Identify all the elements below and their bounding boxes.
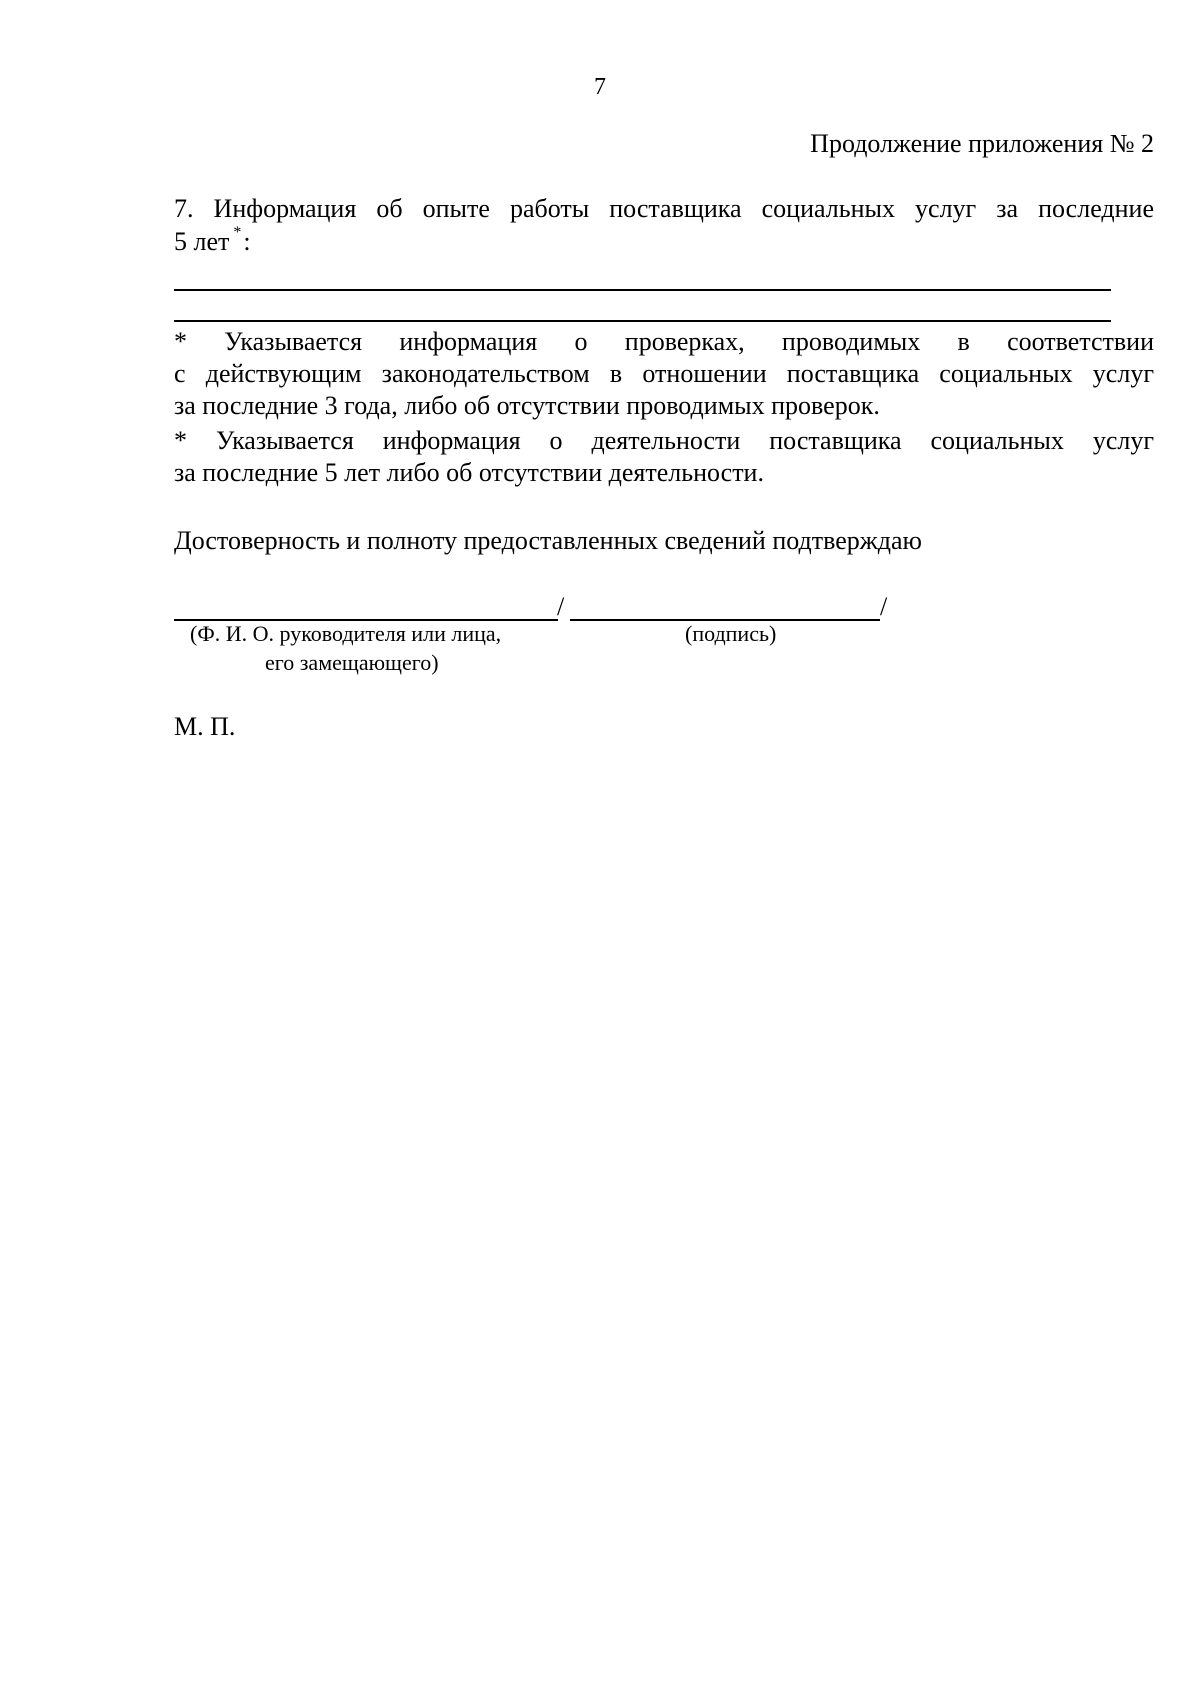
footnote-activity-line-1: * Указывается информация о деятельности поставщика социальных услуг [174,426,1154,455]
answer-blank-line-1 [174,289,1111,291]
section-7-heading [174,192,1154,262]
footnote-inspections [174,326,1154,422]
footnote-activity-line-2: за последние 5 лет либо об отсутствии деятельности. [174,458,764,487]
footnote-inspections-line-2: с действующим законодательством в отношении поставщика социальных услуг [174,359,1154,388]
section-heading-period: 5 лет [174,227,230,256]
confirmation-statement: Достоверность и полноту предоставленных сведений подтверждаю [174,526,922,555]
section-heading-line-1: 7. Информация об опыте работы поставщика социальных услуг за последние [174,194,1154,223]
section-heading-line-2 [174,225,1154,262]
answer-blank-line-2 [174,320,1111,322]
stamp-placeholder: М. П. [174,712,236,741]
name-caption-line-1: (Ф. И. О. руководителя или лица, [190,621,502,646]
separator-slash-1: / [557,592,565,621]
section-heading-colon: : [243,227,251,256]
name-caption-line-2: его замещающего) [265,650,439,675]
footnote-marker: * [233,224,242,241]
footnote-inspections-line-1: * Указывается информация о проверках, проводимых в соответствии [174,327,1154,356]
appendix-header: Продолжение приложения № 2 [810,129,1154,158]
signature-caption: (подпись) [685,621,777,646]
separator-slash-2: / [880,592,888,621]
footnote-inspections-line-3: за последние 3 года, либо об отсутствии проводимых проверок. [174,391,880,420]
footnote-activity [174,425,1154,489]
page-number: 7 [594,74,606,100]
